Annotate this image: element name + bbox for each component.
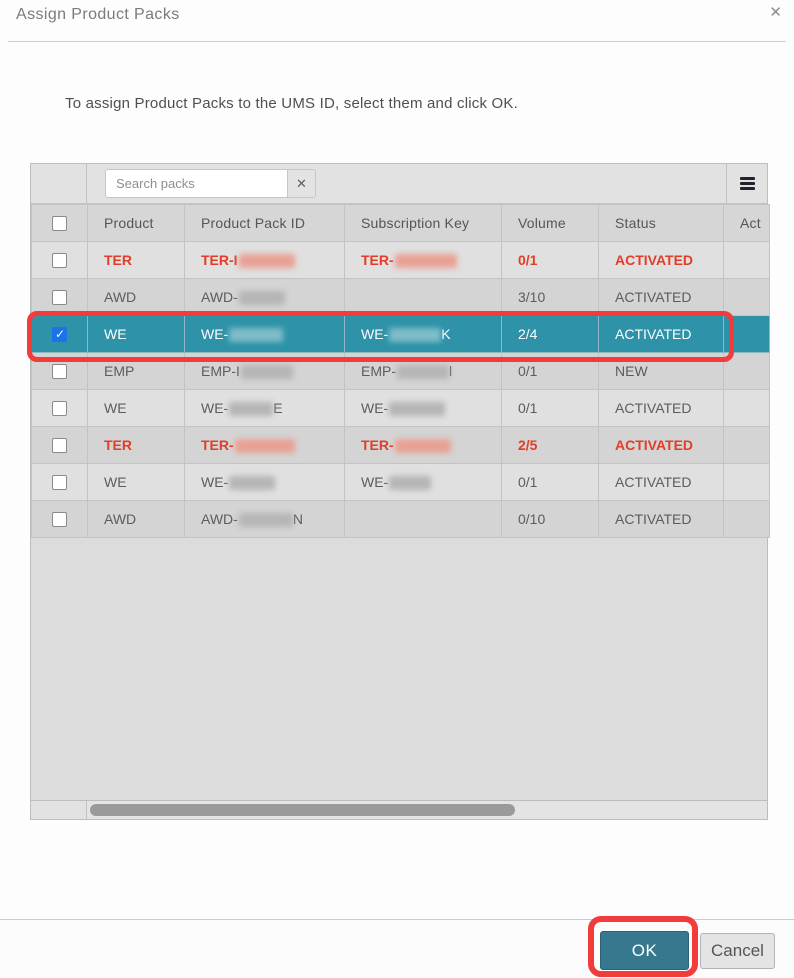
cell-status: ACTIVATED: [599, 279, 724, 316]
cell-subscription-key: [345, 353, 502, 390]
sub-key-prefix: EMP-: [361, 362, 396, 379]
cell-volume: 0/10: [502, 501, 599, 538]
cell-product: AWD: [88, 501, 185, 538]
row-checkbox[interactable]: [52, 364, 67, 379]
search-row-left-cell: [31, 164, 87, 203]
close-icon[interactable]: ✕: [769, 4, 782, 21]
cell-status: ACTIVATED: [599, 427, 724, 464]
pack-id-prefix: TER-I: [201, 251, 238, 268]
pack-id-prefix: TER-: [201, 436, 234, 453]
sub-key-prefix: TER-: [361, 251, 394, 268]
cell-product: WE: [88, 316, 185, 353]
pack-id-prefix: WE-: [201, 399, 229, 416]
cell-product: TER: [88, 427, 185, 464]
redacted-block: [397, 365, 449, 379]
redacted-block: [239, 513, 293, 527]
cell-pack-id: [185, 279, 345, 316]
header-select-all: [32, 205, 88, 242]
pack-id-prefix: AWD-: [201, 288, 238, 305]
pack-id-prefix: AWD-: [201, 510, 238, 527]
header-status[interactable]: Status: [599, 205, 724, 242]
dialog-footer: [0, 919, 794, 978]
cell-select: [32, 353, 88, 390]
redacted-block: [235, 439, 295, 453]
header-actions[interactable]: Act: [724, 205, 770, 242]
cell-product: WE: [88, 464, 185, 501]
cell-volume: 0/1: [502, 353, 599, 390]
scrollbar-corner-cell: [31, 801, 87, 819]
cell-pack-id: [185, 390, 345, 427]
redacted-block: [229, 402, 273, 416]
row-checkbox[interactable]: [52, 475, 67, 490]
row-checkbox[interactable]: [52, 401, 67, 416]
row-checkbox[interactable]: [52, 290, 67, 305]
cell-actions: [724, 464, 770, 501]
redacted-block: [389, 476, 431, 490]
cell-subscription-key: [345, 501, 502, 538]
cell-status: ACTIVATED: [599, 464, 724, 501]
search-box: [105, 169, 316, 198]
pack-id-prefix: WE-: [201, 325, 229, 342]
product-packs-panel: [30, 163, 768, 820]
cell-pack-id: [185, 427, 345, 464]
cell-volume: 0/1: [502, 390, 599, 427]
select-all-checkbox[interactable]: [52, 216, 67, 231]
horizontal-scrollbar[interactable]: [31, 800, 767, 819]
dialog-title: Assign Product Packs: [16, 6, 180, 23]
cell-status: ACTIVATED: [599, 316, 724, 353]
row-checkbox-checked[interactable]: [52, 327, 67, 342]
sub-key-prefix: TER-: [361, 436, 394, 453]
row-checkbox[interactable]: [52, 438, 67, 453]
table-row[interactable]: [32, 242, 770, 279]
cell-actions: [724, 501, 770, 538]
cell-pack-id: [185, 316, 345, 353]
cell-volume: 2/4: [502, 316, 599, 353]
cell-pack-id: [185, 464, 345, 501]
cell-status: ACTIVATED: [599, 390, 724, 427]
pack-id-suffix: N: [292, 510, 303, 527]
cell-subscription-key: [345, 279, 502, 316]
sub-key-prefix: WE-: [361, 325, 389, 342]
cell-select: [32, 242, 88, 279]
cell-pack-id: [185, 501, 345, 538]
cell-actions: [724, 316, 770, 353]
sub-key-suffix: K: [441, 325, 451, 342]
redacted-block: [239, 254, 295, 268]
clear-icon: ✕: [296, 175, 307, 191]
cell-volume: 3/10: [502, 279, 599, 316]
cell-select: [32, 464, 88, 501]
cell-subscription-key: [345, 242, 502, 279]
pack-id-prefix: WE-: [201, 473, 229, 490]
instruction-text: To assign Product Packs to the UMS ID, select them and click OK.: [65, 95, 518, 112]
redacted-block: [229, 328, 283, 342]
table-header-row: [32, 205, 770, 242]
redacted-block: [229, 476, 275, 490]
redacted-block: [239, 291, 285, 305]
table-row[interactable]: [32, 390, 770, 427]
cell-actions: [724, 242, 770, 279]
pack-id-suffix: E: [273, 399, 283, 416]
cell-select: [32, 427, 88, 464]
redacted-block: [389, 402, 445, 416]
cell-volume: 2/5: [502, 427, 599, 464]
cell-product: TER: [88, 242, 185, 279]
table-row[interactable]: [32, 501, 770, 538]
cell-status: ACTIVATED: [599, 501, 724, 538]
header-product[interactable]: Product: [88, 205, 185, 242]
cell-actions: [724, 427, 770, 464]
row-checkbox[interactable]: [52, 253, 67, 268]
cell-product: AWD: [88, 279, 185, 316]
scrollbar-thumb[interactable]: [90, 804, 515, 816]
pack-id-prefix: EMP-I: [201, 362, 240, 379]
redacted-block: [395, 439, 451, 453]
search-clear-button[interactable]: [287, 169, 316, 198]
cell-status: ACTIVATED: [599, 242, 724, 279]
cell-subscription-key: [345, 427, 502, 464]
table-menu-button[interactable]: [726, 164, 767, 203]
redacted-block: [389, 328, 441, 342]
cell-pack-id: [185, 242, 345, 279]
table-row[interactable]: [32, 464, 770, 501]
table-row-selected[interactable]: [32, 316, 770, 353]
sub-key-suffix: l: [449, 362, 453, 379]
cell-actions: [724, 279, 770, 316]
redacted-block: [395, 254, 457, 268]
ok-button[interactable]: OK: [600, 931, 689, 970]
cell-product: WE: [88, 390, 185, 427]
cancel-button[interactable]: Cancel: [700, 933, 775, 969]
header-volume[interactable]: Volume: [502, 205, 599, 242]
cell-product: EMP: [88, 353, 185, 390]
cell-pack-id: [185, 353, 345, 390]
cell-select: [32, 390, 88, 427]
header-divider: [8, 41, 786, 42]
cell-select: [32, 501, 88, 538]
cell-select: [32, 279, 88, 316]
hamburger-menu-icon: [740, 177, 755, 190]
cell-actions: [724, 353, 770, 390]
cell-subscription-key: [345, 464, 502, 501]
search-input[interactable]: [105, 169, 287, 198]
table-row[interactable]: [32, 353, 770, 390]
dialog-header: [0, 0, 794, 42]
table-row[interactable]: [32, 279, 770, 316]
cell-actions: [724, 390, 770, 427]
sub-key-prefix: WE-: [361, 399, 389, 416]
header-subscription-key[interactable]: Subscription Key: [345, 205, 502, 242]
row-checkbox[interactable]: [52, 512, 67, 527]
table-row[interactable]: [32, 427, 770, 464]
sub-key-prefix: WE-: [361, 473, 389, 490]
redacted-block: [241, 365, 293, 379]
table-empty-area: [31, 538, 767, 800]
cell-subscription-key: [345, 390, 502, 427]
product-packs-table: [31, 204, 770, 538]
cell-volume: 0/1: [502, 242, 599, 279]
cell-volume: 0/1: [502, 464, 599, 501]
search-row: [31, 164, 767, 204]
cell-status: NEW: [599, 353, 724, 390]
cell-subscription-key: [345, 316, 502, 353]
cell-select: [32, 316, 88, 353]
header-pack-id[interactable]: Product Pack ID: [185, 205, 345, 242]
